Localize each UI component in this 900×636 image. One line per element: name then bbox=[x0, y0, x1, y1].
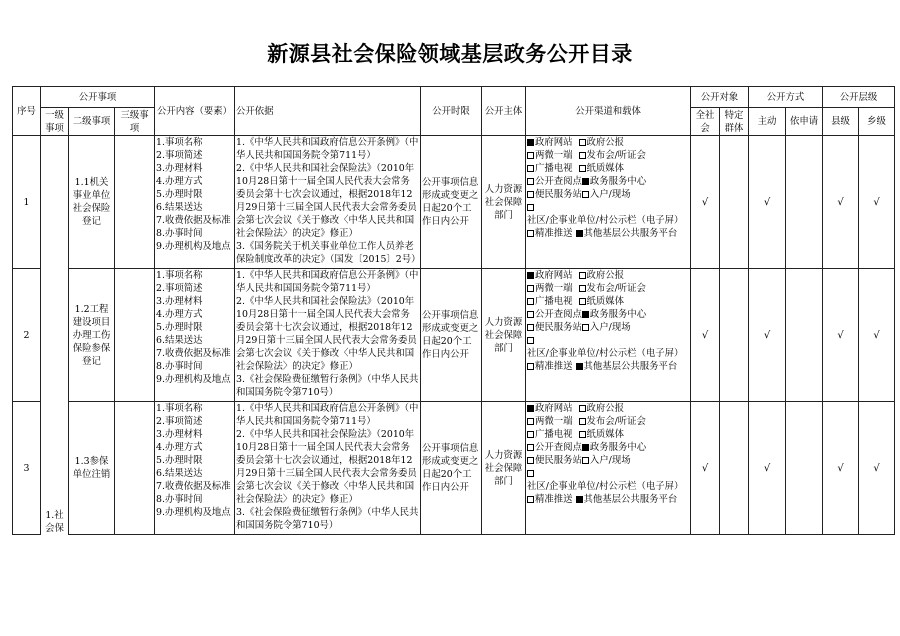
checkbox-icon bbox=[527, 298, 534, 305]
channel-line: 便民服务站 入户/现场 bbox=[527, 321, 689, 334]
checkbox-icon bbox=[527, 230, 534, 237]
channel-line: 政府网站 政府公报 bbox=[527, 269, 689, 282]
checkbox-icon bbox=[527, 311, 534, 318]
header-level-town: 乡级 bbox=[859, 108, 895, 136]
channel-line: 精准推送 其他基层公共服务平台 bbox=[527, 227, 689, 240]
checkbox-icon bbox=[576, 496, 583, 503]
channel-line: 公开查阅点 政务服务中心 bbox=[527, 175, 689, 188]
row-level3 bbox=[115, 402, 155, 535]
row-seq: 3 bbox=[13, 402, 41, 535]
check-level-town: √ bbox=[859, 136, 895, 269]
row-seq: 2 bbox=[13, 269, 41, 402]
channel-line: 公开查阅点 政务服务中心 bbox=[527, 308, 689, 321]
channel-line: 广播电视 纸质媒体 bbox=[527, 428, 689, 441]
table-row bbox=[13, 402, 895, 535]
check-method-active: √ bbox=[749, 136, 786, 269]
header-seq: 序号 bbox=[13, 87, 41, 136]
checkbox-icon bbox=[527, 457, 534, 464]
checkbox-icon bbox=[527, 139, 534, 146]
row-channels bbox=[526, 402, 691, 535]
channel-line: 广播电视 纸质媒体 bbox=[527, 295, 689, 308]
check-object-group bbox=[720, 269, 749, 402]
checkbox-icon bbox=[527, 431, 534, 438]
row-level3 bbox=[115, 269, 155, 402]
header-matters: 公开事项 bbox=[41, 87, 155, 108]
header-object-all: 全社会 bbox=[691, 108, 720, 136]
checkbox-icon bbox=[579, 298, 586, 305]
header-level: 公开层级 bbox=[823, 87, 895, 108]
row-seq: 1 bbox=[13, 136, 41, 269]
header-method-apply: 依申请 bbox=[786, 108, 823, 136]
table-header bbox=[13, 87, 895, 136]
header-object-group: 特定群体 bbox=[720, 108, 749, 136]
row-content: 1.事项名称 2.事项简述 3.办理材料 4.办理方式 5.办理时限 6.结果送达 7.收费依据及标准 8.办事时间 9.办理机构及地点 bbox=[155, 402, 235, 535]
check-level-county: √ bbox=[823, 402, 859, 535]
header-channels: 公开渠道和载体 bbox=[526, 87, 691, 136]
checkbox-icon bbox=[579, 139, 586, 146]
row-channels bbox=[526, 136, 691, 269]
channel-line: 公开查阅点 政务服务中心 bbox=[527, 441, 689, 454]
checkbox-icon bbox=[579, 418, 586, 425]
checkbox-icon bbox=[582, 178, 589, 185]
checkbox-icon bbox=[527, 418, 534, 425]
channel-line: 便民服务站 入户/现场 bbox=[527, 188, 689, 201]
row-deadline: 公开事项信息形成或变更之日起20个工作日内公开 bbox=[421, 136, 482, 269]
checkbox-icon bbox=[576, 230, 583, 237]
check-object-all: √ bbox=[691, 402, 720, 535]
checkbox-icon bbox=[527, 178, 534, 185]
row-level2: 1.2工程建设项目办理工伤保险参保登记 bbox=[69, 269, 115, 402]
check-object-group bbox=[720, 136, 749, 269]
table-row bbox=[13, 269, 895, 402]
check-object-all: √ bbox=[691, 136, 720, 269]
row-basis: 1.《中华人民共和国政府信息公开条例》（中华人民共和国国务院令第711号） 2.《中华人民共和国社会保险法》（2010年10月28日第十一届全国人民代表大会常务委员会第十七次会议通过，根据2018年12月29日第十三届全国人民代表大会常务委员会第七次会议《关于修改〈中华人民共和国社会保险法〉的决定》修正） 3.《社会保险费征缴暂行条例》（中华人民共和国国务院令第710号） bbox=[235, 269, 421, 402]
checkbox-icon bbox=[579, 431, 586, 438]
checkbox-icon bbox=[582, 191, 589, 198]
checkbox-icon bbox=[582, 324, 589, 331]
row-channels bbox=[526, 269, 691, 402]
channel-line: 社区/企事业单位/村公示栏（电子屏） bbox=[527, 334, 689, 360]
checkbox-icon bbox=[576, 363, 583, 370]
checkbox-icon bbox=[527, 363, 534, 370]
channel-line: 政府网站 政府公报 bbox=[527, 402, 689, 415]
checkbox-icon bbox=[527, 405, 534, 412]
header-method: 公开方式 bbox=[749, 87, 823, 108]
row-subject: 人力资源社会保障部门 bbox=[482, 269, 526, 402]
check-method-apply bbox=[786, 269, 823, 402]
channel-line: 广播电视 纸质媒体 bbox=[527, 162, 689, 175]
row-deadline: 公开事项信息形成或变更之日起20个工作日内公开 bbox=[421, 269, 482, 402]
channel-line: 政府网站 政府公报 bbox=[527, 136, 689, 149]
channel-line: 精准推送 其他基层公共服务平台 bbox=[527, 493, 689, 506]
header-level3: 三级事项 bbox=[115, 108, 155, 136]
check-method-apply bbox=[786, 136, 823, 269]
row-subject: 人力资源社会保障部门 bbox=[482, 136, 526, 269]
channel-line: 便民服务站 入户/现场 bbox=[527, 454, 689, 467]
page-title: 新源县社会保险领域基层政务公开目录 bbox=[267, 41, 633, 66]
checkbox-icon bbox=[582, 457, 589, 464]
check-method-active: √ bbox=[749, 402, 786, 535]
check-level-county: √ bbox=[823, 136, 859, 269]
header-basis: 公开依据 bbox=[235, 87, 421, 136]
row-subject: 人力资源社会保障部门 bbox=[482, 402, 526, 535]
header-method-active: 主动 bbox=[749, 108, 786, 136]
checkbox-icon bbox=[579, 152, 586, 159]
channel-line: 社区/企事业单位/村公示栏（电子屏） bbox=[527, 467, 689, 493]
channel-line: 精准推送 其他基层公共服务平台 bbox=[527, 360, 689, 373]
checkbox-icon bbox=[527, 165, 534, 172]
row-content: 1.事项名称 2.事项简述 3.办理材料 4.办理方式 5.办理时限 6.结果送达 7.收费依据及标准 8.办事时间 9.办理机构及地点 bbox=[155, 136, 235, 269]
row-level2: 1.3参保单位注销 bbox=[69, 402, 115, 535]
table-row bbox=[13, 136, 895, 269]
checkbox-icon bbox=[527, 204, 534, 211]
checkbox-icon bbox=[579, 272, 586, 279]
header-object: 公开对象 bbox=[691, 87, 749, 108]
checkbox-icon bbox=[582, 444, 589, 451]
check-method-active: √ bbox=[749, 269, 786, 402]
checkbox-icon bbox=[579, 405, 586, 412]
checkbox-icon bbox=[527, 470, 534, 477]
checkbox-icon bbox=[582, 311, 589, 318]
header-deadline: 公开时限 bbox=[421, 87, 482, 136]
checkbox-icon bbox=[579, 285, 586, 292]
disclosure-catalog-table bbox=[12, 86, 895, 535]
header-subject: 公开主体 bbox=[482, 87, 526, 136]
channel-line: 两微一端 发布会/听证会 bbox=[527, 415, 689, 428]
header-level-county: 县级 bbox=[823, 108, 859, 136]
header-level2: 二级事项 bbox=[69, 108, 115, 136]
checkbox-icon bbox=[527, 337, 534, 344]
table-body bbox=[13, 136, 895, 535]
row-content: 1.事项名称 2.事项简述 3.办理材料 4.办理方式 5.办理时限 6.结果送达 7.收费依据及标准 8.办事时间 9.办理机构及地点 bbox=[155, 269, 235, 402]
checkbox-icon bbox=[527, 191, 534, 198]
checkbox-icon bbox=[527, 285, 534, 292]
check-object-all: √ bbox=[691, 269, 720, 402]
row-level2: 1.1机关事业单位社会保险登记 bbox=[69, 136, 115, 269]
header-content: 公开内容（要素） bbox=[155, 87, 235, 136]
check-object-group bbox=[720, 402, 749, 535]
row-basis: 1.《中华人民共和国政府信息公开条例》（中华人民共和国国务院令第711号） 2.《中华人民共和国社会保险法》（2010年10月28日第十一届全国人民代表大会常务委员会第十七次会议通过，根据2018年12月29日第十三届全国人民代表大会常务委员会第七次会议《关于修改〈中华人民共和国社会保险法〉的决定》修正） 3.《社会保险费征缴暂行条例》（中华人民共和国国务院令第710号） bbox=[235, 402, 421, 535]
row-basis: 1.《中华人民共和国政府信息公开条例》（中华人民共和国国务院令第711号） 2.《中华人民共和国社会保险法》（2010年10月28日第十一届全国人民代表大会常务委员会第十七次会议通过，根据2018年12月29日第十三届全国人民代表大会常务委员会第七次会议《关于修改〈中华人民共和国社会保险法〉的决定》修正） 3.《国务院关于机关事业单位工作人员养老保险制度改革的决定》（国发〔2015〕2号） bbox=[235, 136, 421, 269]
row-level3 bbox=[115, 136, 155, 269]
channel-line: 两微一端 发布会/听证会 bbox=[527, 149, 689, 162]
checkbox-icon bbox=[527, 324, 534, 331]
channel-line: 社区/企事业单位/村公示栏（电子屏） bbox=[527, 201, 689, 227]
channel-line: 两微一端 发布会/听证会 bbox=[527, 282, 689, 295]
checkbox-icon bbox=[527, 444, 534, 451]
checkbox-icon bbox=[527, 272, 534, 279]
checkbox-icon bbox=[527, 496, 534, 503]
check-level-town: √ bbox=[859, 269, 895, 402]
row-deadline: 公开事项信息形成或变更之日起20个工作日内公开 bbox=[421, 402, 482, 535]
header-level1: 一级事项 bbox=[41, 108, 69, 136]
level1-item bbox=[41, 136, 69, 535]
checkbox-icon bbox=[579, 165, 586, 172]
check-level-county: √ bbox=[823, 269, 859, 402]
check-level-town: √ bbox=[859, 402, 895, 535]
check-method-apply bbox=[786, 402, 823, 535]
level1-item-text: 1.社会保 bbox=[45, 509, 64, 534]
checkbox-icon bbox=[527, 152, 534, 159]
